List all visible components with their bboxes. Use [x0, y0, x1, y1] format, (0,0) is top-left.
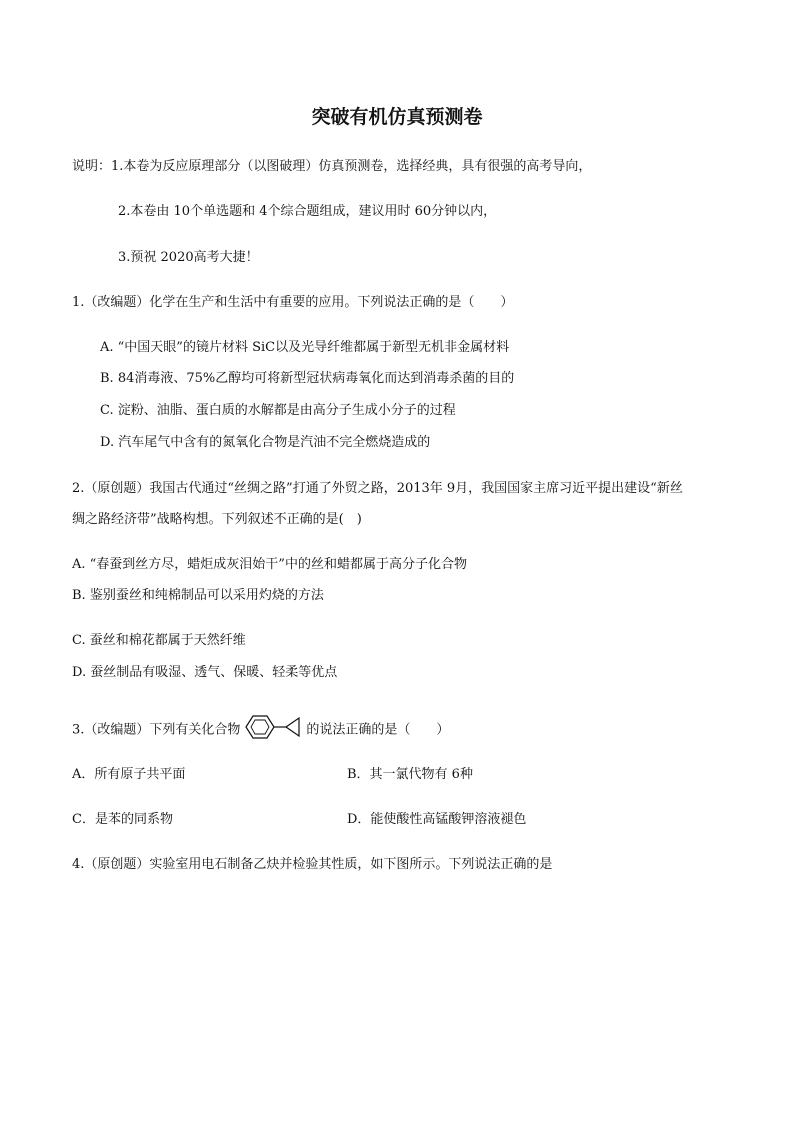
question-4-stem: 4.（原创题）实验室用电石制备乙炔并检验其性质，如下图所示。下列说法正确的是 — [72, 857, 553, 872]
question-3-stem-after: 的说法正确的是（ ） — [306, 722, 450, 738]
intro-line-3: 3.预祝 2020高考大捷！ — [118, 250, 259, 265]
question-2-option-b: B. 鉴别蚕丝和纯棉制品可以采用灼烧的方法 — [72, 588, 324, 603]
question-1-stem: 1.（改编题）化学在生产和生活中有重要的应用。下列说法正确的是（ ） — [72, 295, 514, 310]
page-title: 突破有机仿真预测卷 — [311, 106, 483, 128]
question-2-option-c: C. 蚕丝和棉花都属于天然纤维 — [72, 633, 246, 648]
question-2-option-d: D. 蚕丝制品有吸湿、透气、保暖、轻柔等优点 — [72, 665, 338, 680]
intro-line-2: 2.本卷由 10个单选题和 4个综合题组成，建议用时 60分钟以内， — [118, 204, 497, 219]
question-2-stem-line-1: 2.（原创题）我国古代通过“丝绸之路”打通了外贸之路，2013年 9月，我国国家主席习近平提出建设“新丝 — [72, 481, 683, 496]
question-2-stem-line-2: 绸之路经济带”战略构想。下列叙述不正确的是( ) — [72, 512, 362, 527]
cyclopropylbenzene-structure-icon — [242, 714, 304, 746]
question-3-option-a: A．所有原子共平面 — [72, 767, 186, 782]
question-1-option-d: D. 汽车尾气中含有的氮氧化合物是汽油不完全燃烧造成的 — [100, 435, 431, 450]
question-2-option-a: A. “春蚕到丝方尽，蜡炬成灰泪始干”中的丝和蜡都属于高分子化合物 — [72, 557, 467, 572]
question-3-option-d: D．能使酸性高锰酸钾溶液褪色 — [347, 812, 527, 827]
question-3-stem-before: 3.（改编题）下列有关化合物 — [72, 722, 241, 738]
question-1-option-b: B. 84消毒液、75%乙醇均可将新型冠状病毒氧化而达到消毒杀菌的目的 — [100, 371, 515, 386]
question-1-option-c: C. 淀粉、油脂、蛋白质的水解都是由高分子生成小分子的过程 — [100, 403, 456, 418]
intro-line-1: 说明：1.本卷为反应原理部分（以图破理）仿真预测卷，选择经典，具有很强的高考导向， — [72, 159, 592, 174]
question-1-option-a: A. “中国天眼”的镜片材料 SiC以及光导纤维都属于新型无机非金属材料 — [100, 340, 510, 355]
question-3-option-c: C．是苯的同系物 — [72, 812, 173, 827]
question-3-option-b: B．其一氯代物有 6种 — [347, 767, 473, 782]
question-3-stem — [72, 714, 449, 746]
